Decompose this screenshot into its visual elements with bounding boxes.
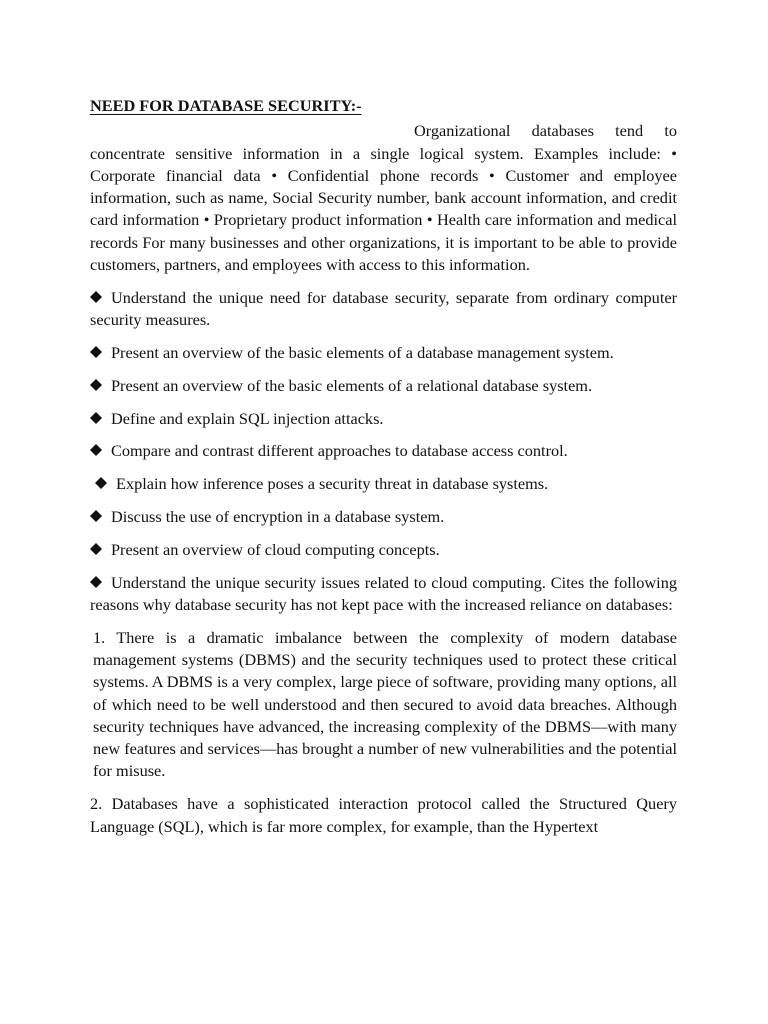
bullet-item xyxy=(90,440,677,462)
bullet-text: Understand the unique security issues related to cloud computing. Cites the following reasons why database security has not kept pace with the increased reliance on databases: xyxy=(90,572,677,614)
diamond-bullet-icon xyxy=(90,346,102,358)
diamond-bullet-icon xyxy=(90,576,102,588)
bullet-text: Present an overview of cloud computing concepts. xyxy=(111,539,440,559)
diamond-bullet-icon xyxy=(90,412,102,424)
bullet-item xyxy=(90,572,677,617)
section-heading: NEED FOR DATABASE SECURITY:- xyxy=(90,96,362,115)
bullet-item xyxy=(90,506,677,528)
numbered-paragraph-2: 2. Databases have a sophisticated interaction protocol called the Structured Query Language (SQL), which is far more complex, for example, than the Hypertext xyxy=(90,794,677,836)
diamond-bullet-icon xyxy=(90,379,102,391)
intro-paragraph: Organizational databases tend to concentrate sensitive information in a single logical system. Examples include: • Corporate financial data • Confidential phone records • Customer and employee information, such as name, Social Security number, bank account information, and credit card information • Proprietary product information • Health care information and medical records For many businesses and other organizations, it is important to be able to provide customers, partners, and employees with access to this information. xyxy=(90,121,677,275)
numbered-paragraph-1: 1. There is a dramatic imbalance between the complexity of modern database management systems (DBMS) and the security techniques used to protect these critical systems. A DBMS is a very complex, large piece of software, providing many options, all of which need to be well understood and then secured to avoid data breaches. Although security techniques have advanced, the increasing complexity of the DBMS—with many new features and services—has brought a number of new vulnerabilities and the potential for misuse. xyxy=(93,627,677,781)
diamond-bullet-icon xyxy=(90,291,102,303)
bullet-item xyxy=(90,287,677,332)
document-page xyxy=(90,95,677,848)
diamond-bullet-icon xyxy=(90,543,102,555)
bullet-item xyxy=(90,375,677,397)
bullet-text: Explain how inference poses a security threat in database systems. xyxy=(116,474,549,494)
diamond-bullet-icon xyxy=(90,510,102,522)
diamond-bullet-icon xyxy=(95,477,107,489)
bullet-text: Define and explain SQL injection attacks. xyxy=(111,408,384,428)
bullet-text: Understand the unique need for database security, separate from ordinary computer security measures. xyxy=(90,287,677,330)
bullet-text: Discuss the use of encryption in a database system. xyxy=(111,506,445,526)
bullet-text: Present an overview of the basic elements of a database management system. xyxy=(111,342,614,362)
bullet-item xyxy=(90,408,677,430)
diamond-bullet-icon xyxy=(90,444,102,456)
bullet-text: Present an overview of the basic elements of a relational database system. xyxy=(111,375,593,395)
bullet-item xyxy=(90,342,677,364)
bullet-item xyxy=(90,539,677,561)
bullet-item xyxy=(90,473,677,495)
bullet-text: Compare and contrast different approaches to database access control. xyxy=(111,441,568,461)
